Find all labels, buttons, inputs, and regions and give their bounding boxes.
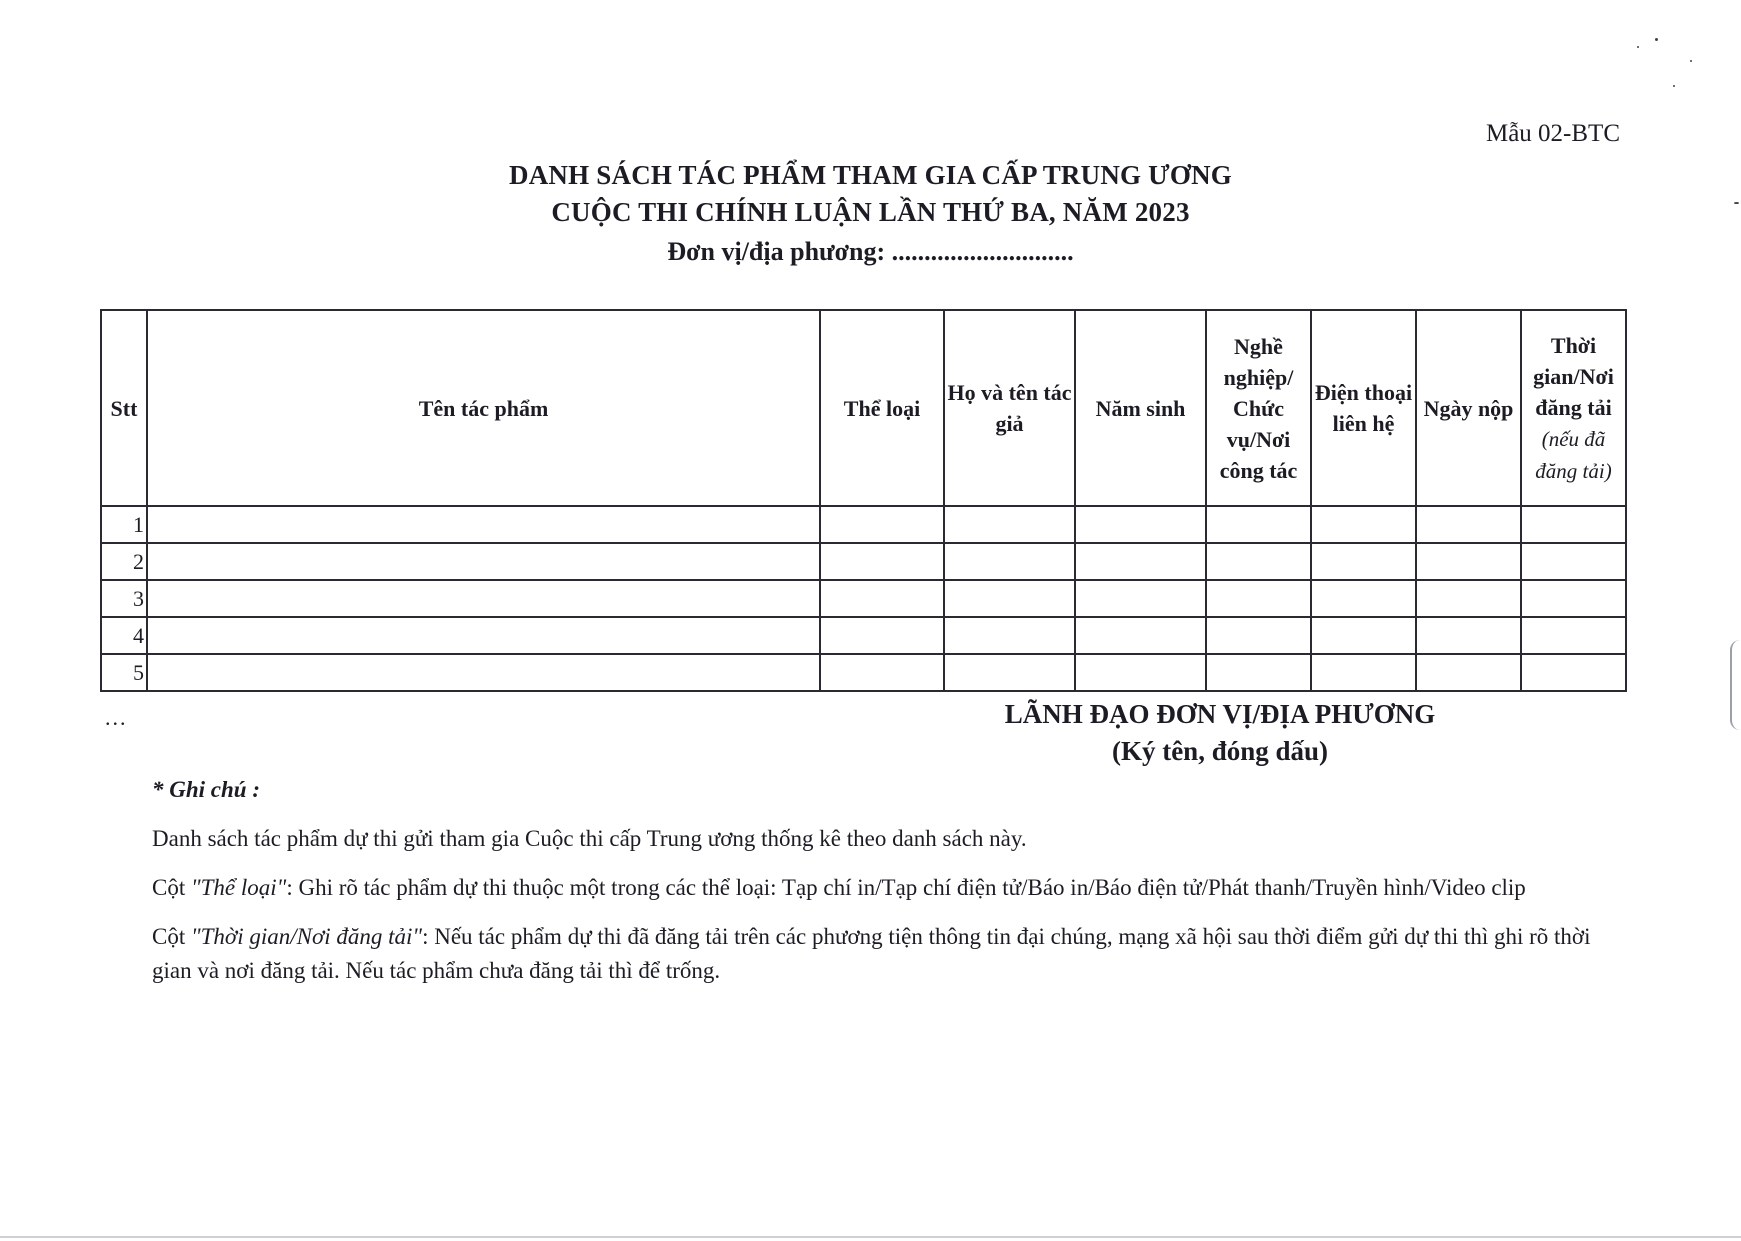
cell-phone <box>1311 506 1416 543</box>
note-publish-label: "Thời gian/Nơi đăng tải" <box>190 924 423 949</box>
table-row <box>101 506 1626 543</box>
document-title <box>0 157 1741 273</box>
row-number: 1 <box>101 506 147 543</box>
row-number: 3 <box>101 580 147 617</box>
cell-phone <box>1311 617 1416 654</box>
cell-publish-info <box>1521 580 1626 617</box>
cell-birth-year <box>1075 580 1206 617</box>
cell-birth-year <box>1075 654 1206 691</box>
title-line-2: CUỘC THI CHÍNH LUẬN LẦN THỨ BA, NĂM 2023 <box>551 197 1190 227</box>
header-phone: Điện thoại liên hệ <box>1311 310 1416 506</box>
cell-occupation <box>1206 543 1311 580</box>
cell-occupation <box>1206 506 1311 543</box>
table-row <box>101 580 1626 617</box>
header-publish-label: Thời gian/Nơi đăng tải <box>1533 332 1614 420</box>
cell-author-name <box>944 506 1075 543</box>
cell-phone <box>1311 543 1416 580</box>
header-occupation: Nghề nghiệp/ Chức vụ/Nơi công tác <box>1206 310 1311 506</box>
submission-table <box>100 309 1627 692</box>
note-line-1: Danh sách tác phẩm dự thi gửi tham gia Cuộc thi cấp Trung ương thống kê theo danh sách này. <box>152 826 1027 851</box>
note-publish-text: : Nếu tác phẩm dự thi đã đăng tải trên các phương tiện thông tin đại chúng, mạng xã hội sau thời điểm gửi dự thi thì ghi rõ thời gian và nơi đăng tải. Nếu tác phẩm chưa đăng tải thì để trống. <box>152 924 1591 983</box>
header-genre: Thể loại <box>820 310 944 506</box>
cell-author-name <box>944 617 1075 654</box>
table-row <box>101 543 1626 580</box>
cell-work-title <box>147 543 820 580</box>
scan-speck <box>1655 38 1658 41</box>
header-work-title: Tên tác phẩm <box>147 310 820 506</box>
cell-submit-date <box>1416 580 1521 617</box>
notes-section <box>152 773 1622 1003</box>
header-author-name: Họ và tên tác giả <box>944 310 1075 506</box>
scan-speck <box>1690 60 1692 62</box>
cell-publish-info <box>1521 506 1626 543</box>
scan-edge-mark <box>1730 640 1740 730</box>
header-submit-date: Ngày nộp <box>1416 310 1521 506</box>
cell-birth-year <box>1075 617 1206 654</box>
cell-work-title <box>147 580 820 617</box>
note-genre-column <box>152 871 1622 905</box>
cell-publish-info <box>1521 617 1626 654</box>
cell-genre <box>820 617 944 654</box>
scan-speck <box>1673 85 1675 87</box>
signature-subtitle: (Ký tên, đóng dấu) <box>1111 736 1329 766</box>
title-line-1: DANH SÁCH TÁC PHẨM THAM GIA CẤP TRUNG ƯƠNG <box>509 160 1232 190</box>
cell-birth-year <box>1075 506 1206 543</box>
table-header-row <box>101 310 1626 506</box>
header-publish-info <box>1521 310 1626 506</box>
note-genre-text: : Ghi rõ tác phẩm dự thi thuộc một trong các thể loại: Tạp chí in/Tạp chí điện tử/Báo in/Báo điện tử/Phát thanh/Truyền hình/Video clip <box>286 875 1526 900</box>
cell-birth-year <box>1075 543 1206 580</box>
scan-speck <box>1734 202 1739 204</box>
header-birth-year: Năm sinh <box>1075 310 1206 506</box>
row-number: 2 <box>101 543 147 580</box>
form-code: Mẫu 02-BTC <box>1485 120 1620 147</box>
cell-author-name <box>944 654 1075 691</box>
cell-phone <box>1311 580 1416 617</box>
table-row <box>101 654 1626 691</box>
scan-speck <box>1637 46 1639 48</box>
cell-genre <box>820 543 944 580</box>
row-number: 5 <box>101 654 147 691</box>
cell-submit-date <box>1416 506 1521 543</box>
cell-author-name <box>944 580 1075 617</box>
cell-submit-date <box>1416 617 1521 654</box>
cell-occupation <box>1206 617 1311 654</box>
header-publish-hint: (nếu đã đăng tải) <box>1535 426 1612 483</box>
signature-title: LÃNH ĐẠO ĐƠN VỊ/ĐỊA PHƯƠNG <box>1004 699 1436 729</box>
cell-work-title <box>147 506 820 543</box>
cell-genre <box>820 580 944 617</box>
header-stt: Stt <box>101 310 147 506</box>
cell-occupation <box>1206 654 1311 691</box>
cell-submit-date <box>1416 654 1521 691</box>
cell-occupation <box>1206 580 1311 617</box>
note-col-prefix: Cột <box>152 924 186 949</box>
cell-work-title <box>147 617 820 654</box>
table-row <box>101 617 1626 654</box>
cell-publish-info <box>1521 654 1626 691</box>
cell-phone <box>1311 654 1416 691</box>
signature-block <box>960 696 1480 770</box>
cell-publish-info <box>1521 543 1626 580</box>
cell-genre <box>820 506 944 543</box>
note-col-prefix: Cột <box>152 875 186 900</box>
cell-submit-date <box>1416 543 1521 580</box>
notes-heading: * Ghi chú : <box>152 777 260 802</box>
row-number: 4 <box>101 617 147 654</box>
table-continuation: ... <box>105 705 128 730</box>
cell-genre <box>820 654 944 691</box>
note-genre-label: "Thể loại" <box>190 875 287 900</box>
unit-locality-line: Đơn vị/địa phương: ............................ <box>667 237 1074 266</box>
cell-work-title <box>147 654 820 691</box>
note-publish-column <box>152 920 1622 988</box>
scan-bottom-edge <box>0 1236 1741 1238</box>
cell-author-name <box>944 543 1075 580</box>
